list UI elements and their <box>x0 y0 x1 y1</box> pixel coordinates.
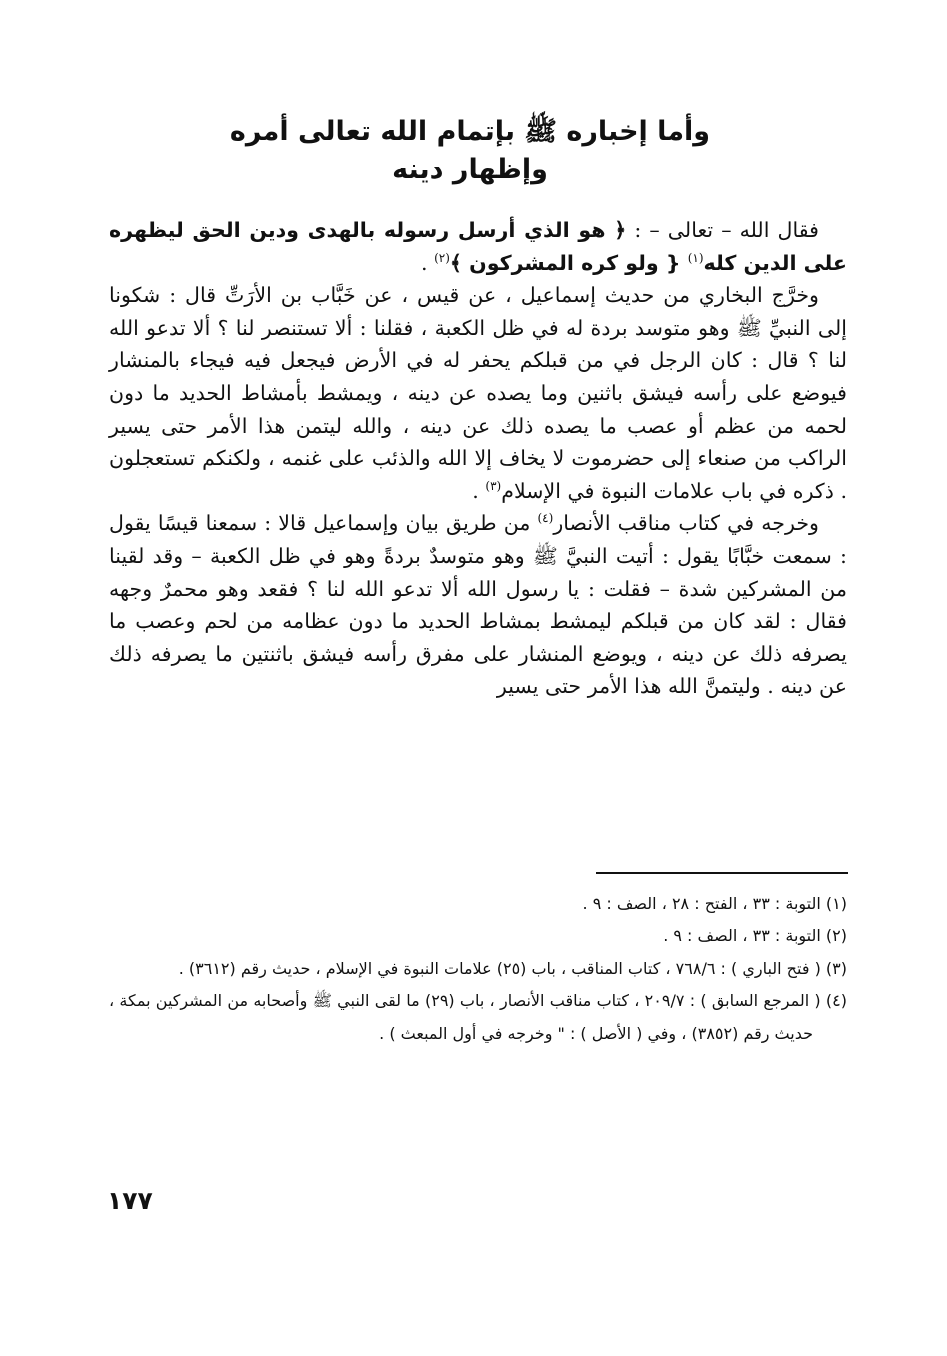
chapter-title-line-1: وأما إخباره ﷺ بإتمام الله تعالى أمره <box>229 116 711 147</box>
verse-intro: فقال الله – تعالى – : <box>626 218 819 242</box>
footnote-2 <box>109 920 847 952</box>
paragraph-ansar-hadith <box>109 507 847 703</box>
paragraph-quran-verse <box>109 214 847 279</box>
footnote-4 <box>109 985 847 1050</box>
footnote-text: ( فتح الباري ) : ٧٦٨/٦ ، كتاب المناقب ، باب (٢٥) علامات النبوة في الإسلام ، حديث رقم (٣٦١٢) . <box>178 958 821 978</box>
quran-verse-part-2: { ولو كره المشركون ﴾ <box>449 250 688 275</box>
chapter-title-line-2: وإظهار دينه <box>392 154 548 185</box>
footnote-text: التوبة : ٣٣ ، الفتح : ٢٨ ، الصف : ٩ . <box>582 894 821 913</box>
footnote-3 <box>109 953 847 985</box>
footnote-ref-1: (١) <box>687 250 704 265</box>
footnote-ref-3: (٣) <box>485 478 502 493</box>
footnote-number: (٣) <box>825 958 847 978</box>
hadith-text-2a: وخرجه في كتاب مناقب الأنصار <box>553 511 819 536</box>
footnote-number: (٤) <box>825 991 848 1011</box>
footnote-text: ( المرجع السابق ) : ٢٠٩/٧ ، كتاب مناقب الأنصار ، باب (٢٩) ما لقى النبي ﷺ وأصحابه من المشركين بمكة ، حديث رقم (٣٨٥٢) ، وفي ( الأصل ) : " وخرجه في أول المبعث ) . <box>109 991 821 1043</box>
footnote-separator <box>596 872 848 874</box>
page-number: ١٧٧ <box>107 1186 153 1215</box>
footnote-ref-2: (٢) <box>434 250 450 265</box>
quran-verse-part-1: ﴿ هو الذي أرسل رسوله بالهدى ودين الحق ليظهره على الدين كله <box>109 218 847 275</box>
paragraph-bukhari-hadith <box>109 279 847 507</box>
hadith-end-1: . <box>472 478 486 503</box>
footnotes <box>109 888 847 1050</box>
body-text <box>109 214 847 703</box>
footnote-number: (١) <box>825 894 847 913</box>
footnote-number: (٢) <box>825 926 847 946</box>
hadith-text-1: وخرَّج البخاري من حديث إسماعيل ، عن قيس ، عن خَبَّاب بن الأرَتِّ قال : شكونا إلى النبيِّ ﷺ وهو متوسد بردة له في ظل الكعبة ، فقلنا : ألا تستنصر لنا ؟ ألا تدعو الله لنا ؟ قال : كان الرجل في من قبلكم يحفر له في الأرض فيجعل فيه فيجاء بالمنشار فيوضع على رأسه فيشق باثنين وما يصده عن دينه ، ويمشط بأمشاط الحديد ما دون لحمه من عظم أو عصب ما يصده ذلك عن دينه ، والله ليتمن هذا الأمر حتى يسير الراكب من صنعاء إلى حضرموت لا يخاف إلا الله والذئب على غنمه ، ولكنكم تستعجلون . ذكره في باب علامات النبوة في الإسلام <box>109 283 847 503</box>
verse-end: . <box>420 250 435 275</box>
footnote-text: التوبة : ٣٣ ، الصف : ٩ . <box>663 926 821 946</box>
footnote-ref-4: (٤) <box>537 511 554 526</box>
footnote-1 <box>109 888 847 920</box>
hadith-text-2b: من طريق بيان وإسماعيل قالا : سمعنا قيسًا يقول : سمعت خبَّابًا يقول : أتيت النبيَّ ﷺ وهو متوسدٌ بردةً وهو في ظل الكعبة – وقد لقينا من المشركين شدة – فقلت : يا رسول الله ألا تدعو الله لنا ؟ فقعد وهو محمرٌ وجهه فقال : لقد كان من قبلكم ليمشط بمشاط الحديد ما دون عظامه من لحم وعصب ما يصرفه ذلك عن دينه ، ويوضع المنشار على مفرق رأسه فيشق باثنتين ما يصرفه ذلك عن دينه . وليتمنَّ الله هذا الأمر حتى يسير <box>109 511 847 699</box>
